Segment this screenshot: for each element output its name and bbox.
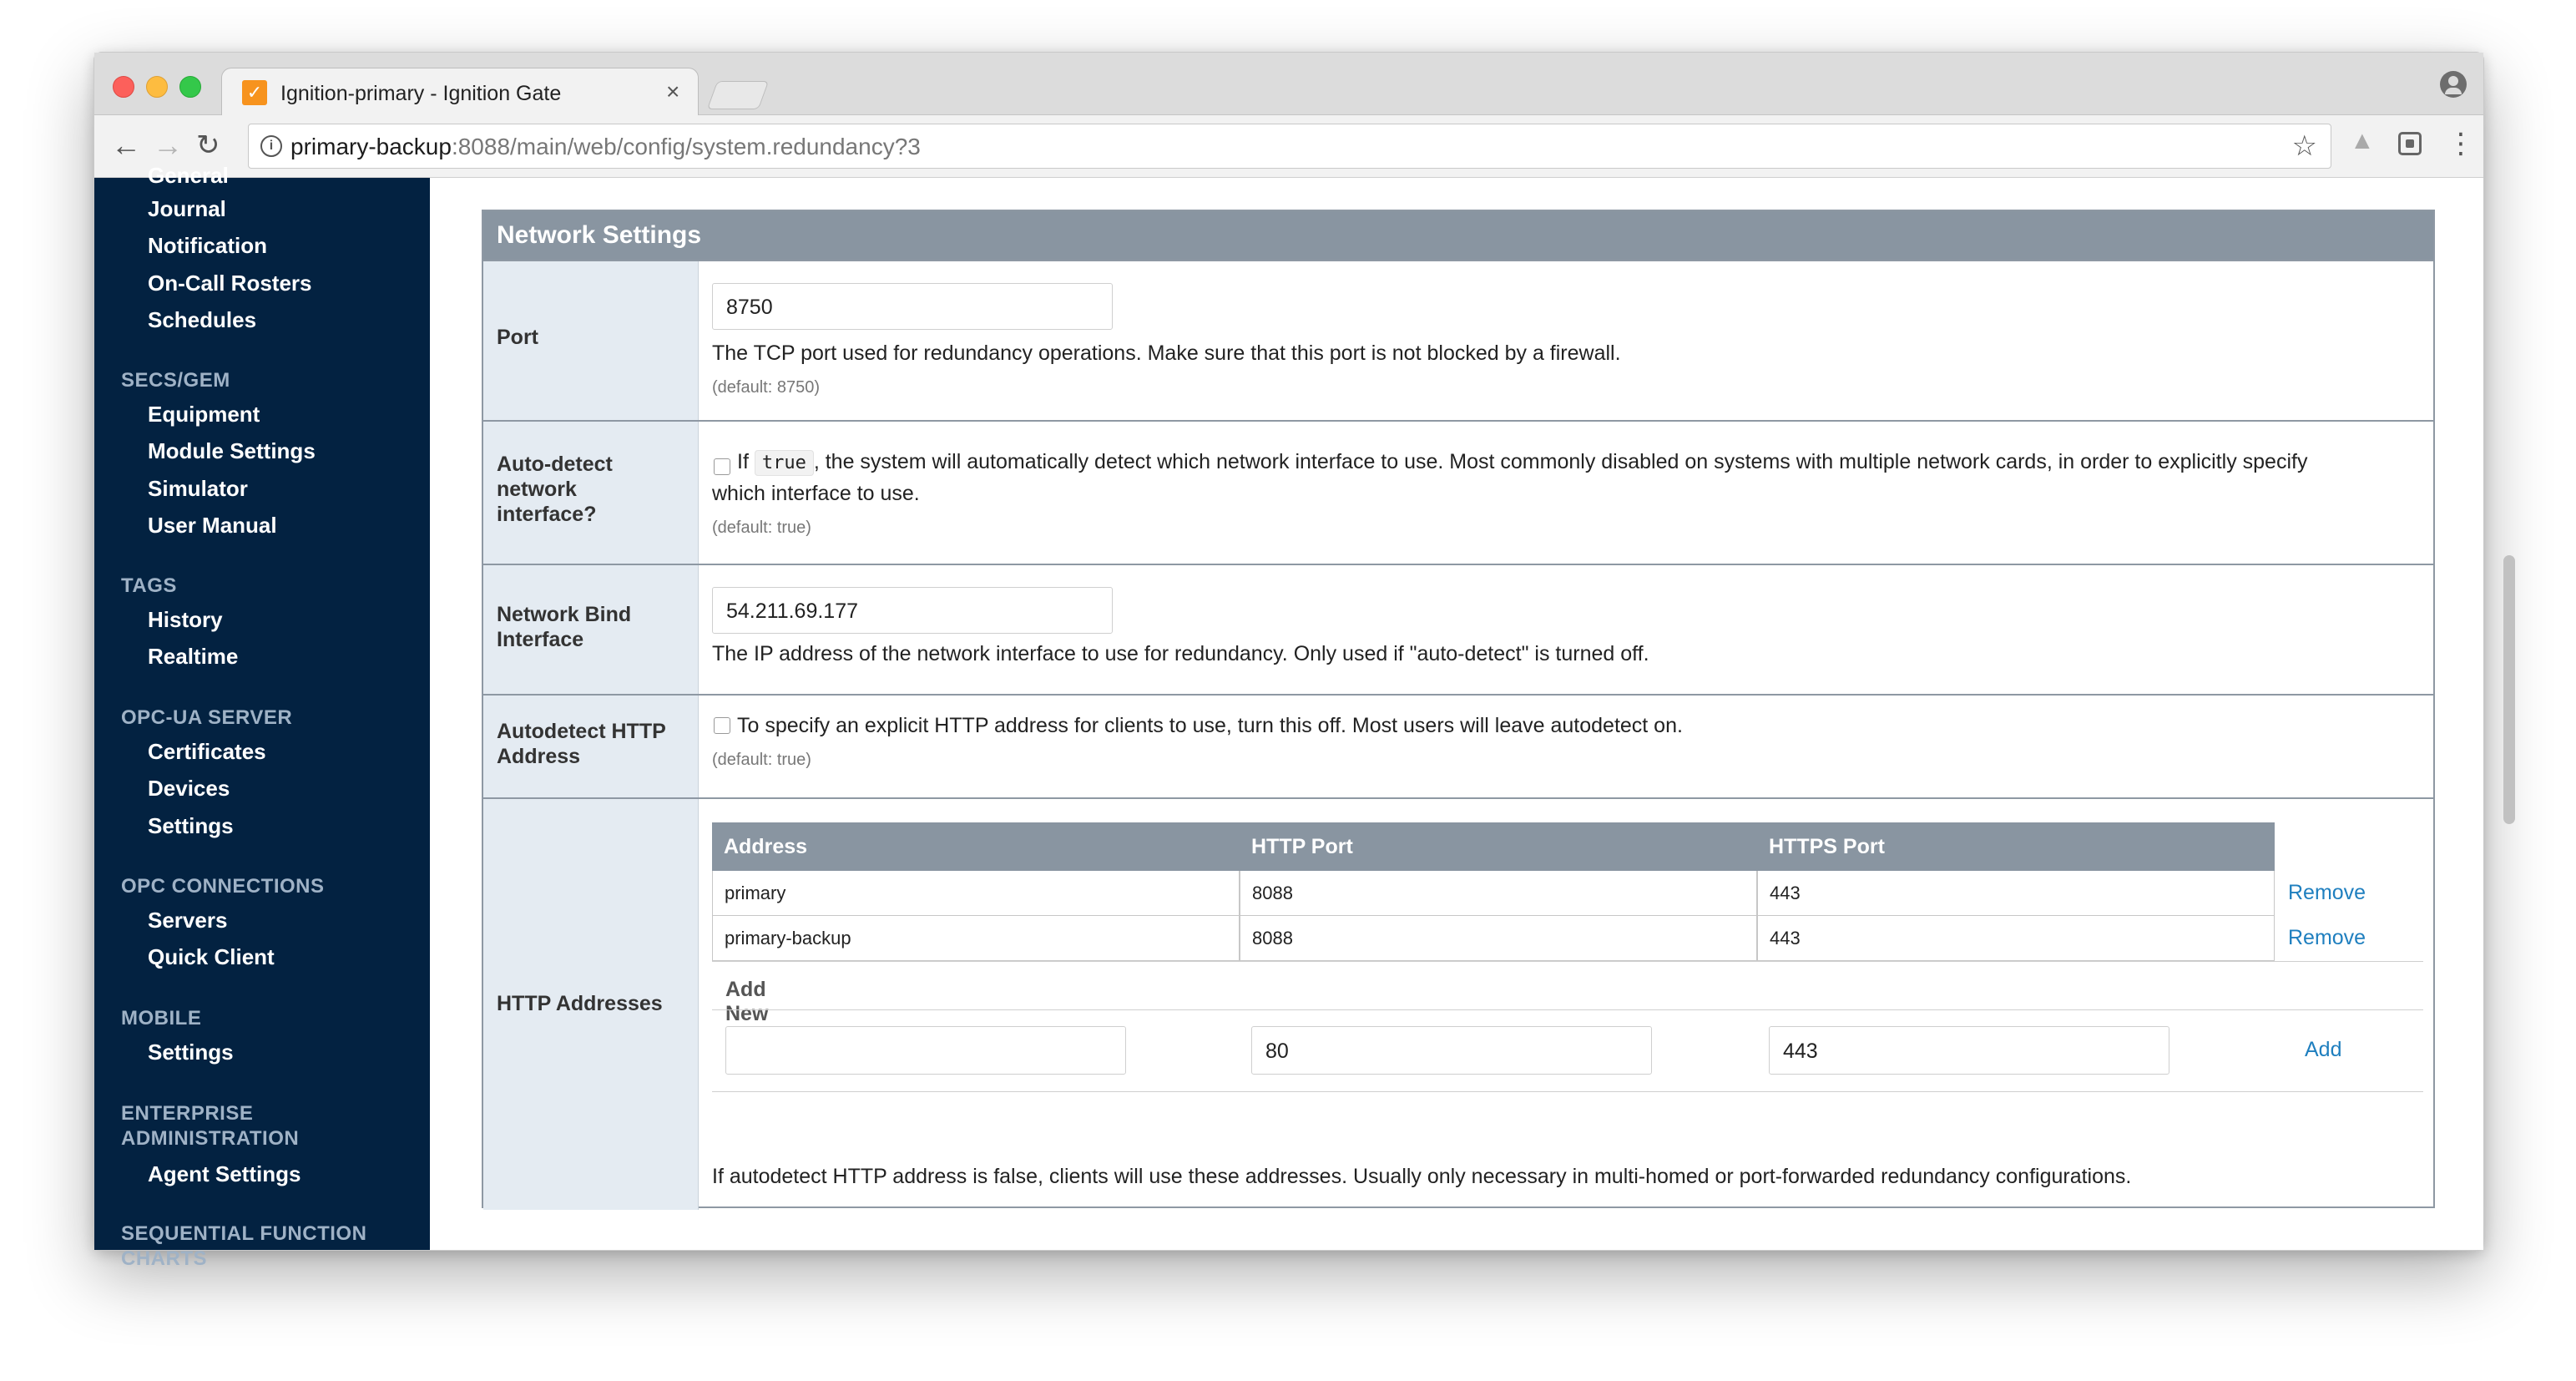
- divider: [712, 1091, 2423, 1092]
- autodetect-http-label-cell: [483, 696, 699, 797]
- scrollbar-thumb[interactable]: [2503, 555, 2515, 824]
- remove-link[interactable]: Remove: [2288, 926, 2366, 949]
- sidebar-heading-tags: TAGS: [121, 574, 177, 597]
- sidebar-heading-mobile: MOBILE: [121, 1007, 202, 1029]
- back-arrow-icon[interactable]: ←: [111, 128, 141, 162]
- sidebar-item-servers[interactable]: Servers: [148, 908, 228, 933]
- ignition-favicon-icon: ✓: [242, 80, 267, 105]
- sidebar-heading-secs-gem: SECS/GEM: [121, 369, 230, 392]
- port-row: [483, 260, 2433, 420]
- sidebar: [94, 163, 430, 1270]
- browser-window: [93, 52, 2484, 1270]
- bind-interface-label-2: Interface: [497, 628, 584, 651]
- sidebar-item-realtime[interactable]: Realtime: [148, 644, 239, 669]
- remove-link[interactable]: Remove: [2288, 881, 2366, 904]
- new-address-input[interactable]: [725, 1026, 1126, 1075]
- autodetect-interface-label-2: network: [497, 478, 577, 501]
- sidebar-item-agent-settings[interactable]: Agent Settings: [148, 1161, 301, 1186]
- sidebar-item-certificates[interactable]: Certificates: [148, 739, 266, 764]
- sidebar-item-ua-settings[interactable]: Settings: [148, 813, 234, 838]
- bookmark-star-icon[interactable]: ☆: [2291, 130, 2317, 162]
- table-cell-https-port: 443: [1757, 916, 2275, 961]
- autodetect-interface-label-cell: [483, 422, 699, 564]
- autodetect-http-label-2: Address: [497, 745, 581, 768]
- table-cell-address: primary: [712, 871, 1240, 916]
- url-path: :8088/main/web/config/system.redundancy?3: [451, 134, 921, 159]
- table-cell-address: primary-backup: [712, 916, 1240, 961]
- table-cell-http-port: 8088: [1240, 871, 1757, 916]
- autodetect-interface-row: [483, 420, 2433, 564]
- autodetect-http-description: To specify an explicit HTTP address for clients to use, turn this off. Most users will leave autodetect on.: [737, 714, 1683, 737]
- sidebar-item-simulator[interactable]: Simulator: [148, 476, 248, 501]
- sidebar-item-on-call-rosters[interactable]: On-Call Rosters: [148, 271, 312, 296]
- autodetect-interface-default: (default: true): [712, 519, 811, 537]
- autodetect-http-label-1: Autodetect HTTP: [497, 720, 666, 743]
- http-addresses-footer: If autodetect HTTP address is false, clients will use these addresses. Usually only necessary in multi-homed or port-forwarded redundancy configurations.: [712, 1165, 2132, 1188]
- sidebar-item-equipment[interactable]: Equipment: [148, 402, 260, 427]
- port-description: The TCP port used for redundancy operations. Make sure that this port is not blocked by a firewall.: [712, 341, 1621, 365]
- autodetect-http-default: (default: true): [712, 751, 811, 769]
- bind-interface-row: [483, 564, 2433, 694]
- autodetect-desc-post: , the system will automatically detect which network interface to use. Most commonly disabled on systems with multiple network cards, in order to explicitly specify: [813, 450, 2308, 473]
- extension-icon[interactable]: [2398, 132, 2422, 155]
- true-code: true: [755, 450, 814, 476]
- port-label-cell: [483, 261, 699, 420]
- new-https-port-input[interactable]: 443: [1769, 1026, 2169, 1075]
- port-default: (default: 8750): [712, 378, 820, 397]
- browser-tab[interactable]: [221, 68, 699, 116]
- tab-title: Ignition-primary - Ignition Gate: [280, 82, 562, 105]
- address-bar[interactable]: [248, 124, 2331, 169]
- autodetect-interface-description-2: which interface to use.: [712, 482, 920, 505]
- url-text[interactable]: [290, 134, 921, 160]
- main-content: [430, 178, 2483, 1250]
- sidebar-item-journal[interactable]: Journal: [148, 196, 226, 221]
- column-header-https-port: HTTPS Port: [1757, 822, 2275, 871]
- drive-extension-icon[interactable]: ▲: [2350, 127, 2375, 154]
- table-cell-https-port: 443: [1757, 871, 2275, 916]
- sidebar-item-module-settings[interactable]: Module Settings: [148, 438, 316, 463]
- new-http-port-input[interactable]: 80: [1251, 1026, 1652, 1075]
- browser-toolbar: [94, 115, 2483, 178]
- add-address-link[interactable]: Add: [2305, 1038, 2342, 1061]
- sidebar-item-history[interactable]: History: [148, 607, 223, 632]
- add-new-address-label: Add New: [725, 978, 769, 1025]
- autodetect-interface-label-3: interface?: [497, 503, 597, 526]
- sidebar-item-user-manual[interactable]: User Manual: [148, 513, 277, 538]
- autodetect-desc-pre: If: [737, 450, 749, 473]
- tab-close-icon[interactable]: ×: [666, 78, 680, 104]
- minimize-window-button[interactable]: [146, 76, 168, 98]
- http-addresses-label-cell: [483, 799, 699, 1210]
- info-icon[interactable]: i: [260, 135, 282, 157]
- sidebar-item-quick-client[interactable]: Quick Client: [148, 944, 275, 969]
- autodetect-http-checkbox[interactable]: [714, 717, 730, 734]
- maximize-window-button[interactable]: [179, 76, 201, 98]
- bind-interface-label-cell: [483, 565, 699, 694]
- panel-title: Network Settings: [483, 211, 2433, 260]
- new-tab-button[interactable]: [707, 81, 769, 109]
- close-window-button[interactable]: [113, 76, 134, 98]
- column-header-http-port: HTTP Port: [1240, 822, 1757, 871]
- autodetect-interface-description: [737, 447, 2307, 478]
- autodetect-interface-checkbox[interactable]: [714, 458, 730, 475]
- http-addresses-label: HTTP Addresses: [497, 992, 663, 1015]
- sidebar-heading-opc-connections: OPC CONNECTIONS: [121, 875, 325, 898]
- autodetect-http-row: [483, 694, 2433, 797]
- divider: [712, 961, 2423, 962]
- reload-icon[interactable]: ↻: [196, 129, 220, 161]
- sidebar-item-schedules[interactable]: Schedules: [148, 307, 257, 332]
- port-label: Port: [497, 326, 538, 349]
- menu-dots-icon[interactable]: ⋮: [2447, 128, 2475, 159]
- network-settings-panel: [482, 210, 2435, 1208]
- divider: [712, 1009, 2423, 1010]
- sidebar-item-devices[interactable]: Devices: [148, 776, 230, 801]
- bind-interface-input[interactable]: 54.211.69.177: [712, 587, 1113, 634]
- bind-interface-description: The IP address of the network interface to use for redundancy. Only used if "auto-detect" is turned off.: [712, 642, 1649, 665]
- sidebar-item-notification[interactable]: Notification: [148, 233, 267, 258]
- profile-icon[interactable]: [2440, 71, 2467, 98]
- column-header-address: Address: [712, 822, 1240, 871]
- sidebar-heading-opc-ua-server: OPC-UA SERVER: [121, 706, 293, 729]
- sidebar-item-general[interactable]: General: [148, 163, 229, 188]
- sidebar-heading-enterprise-administration: ENTERPRISE ADMINISTRATION: [121, 1102, 300, 1150]
- tab-strip: [94, 53, 2483, 115]
- port-input[interactable]: 8750: [712, 283, 1113, 330]
- bind-interface-label-1: Network Bind: [497, 603, 632, 626]
- table-cell-http-port: 8088: [1240, 916, 1757, 961]
- url-host: primary-backup: [290, 134, 452, 159]
- sidebar-heading-sequential-function-charts: SEQUENTIAL FUNCTION CHARTS: [121, 1222, 367, 1270]
- sidebar-item-mobile-settings[interactable]: Settings: [148, 1040, 234, 1065]
- autodetect-interface-label-1: Auto-detect: [497, 453, 613, 476]
- forward-arrow-icon[interactable]: →: [153, 128, 183, 162]
- http-addresses-row: [483, 797, 2433, 1210]
